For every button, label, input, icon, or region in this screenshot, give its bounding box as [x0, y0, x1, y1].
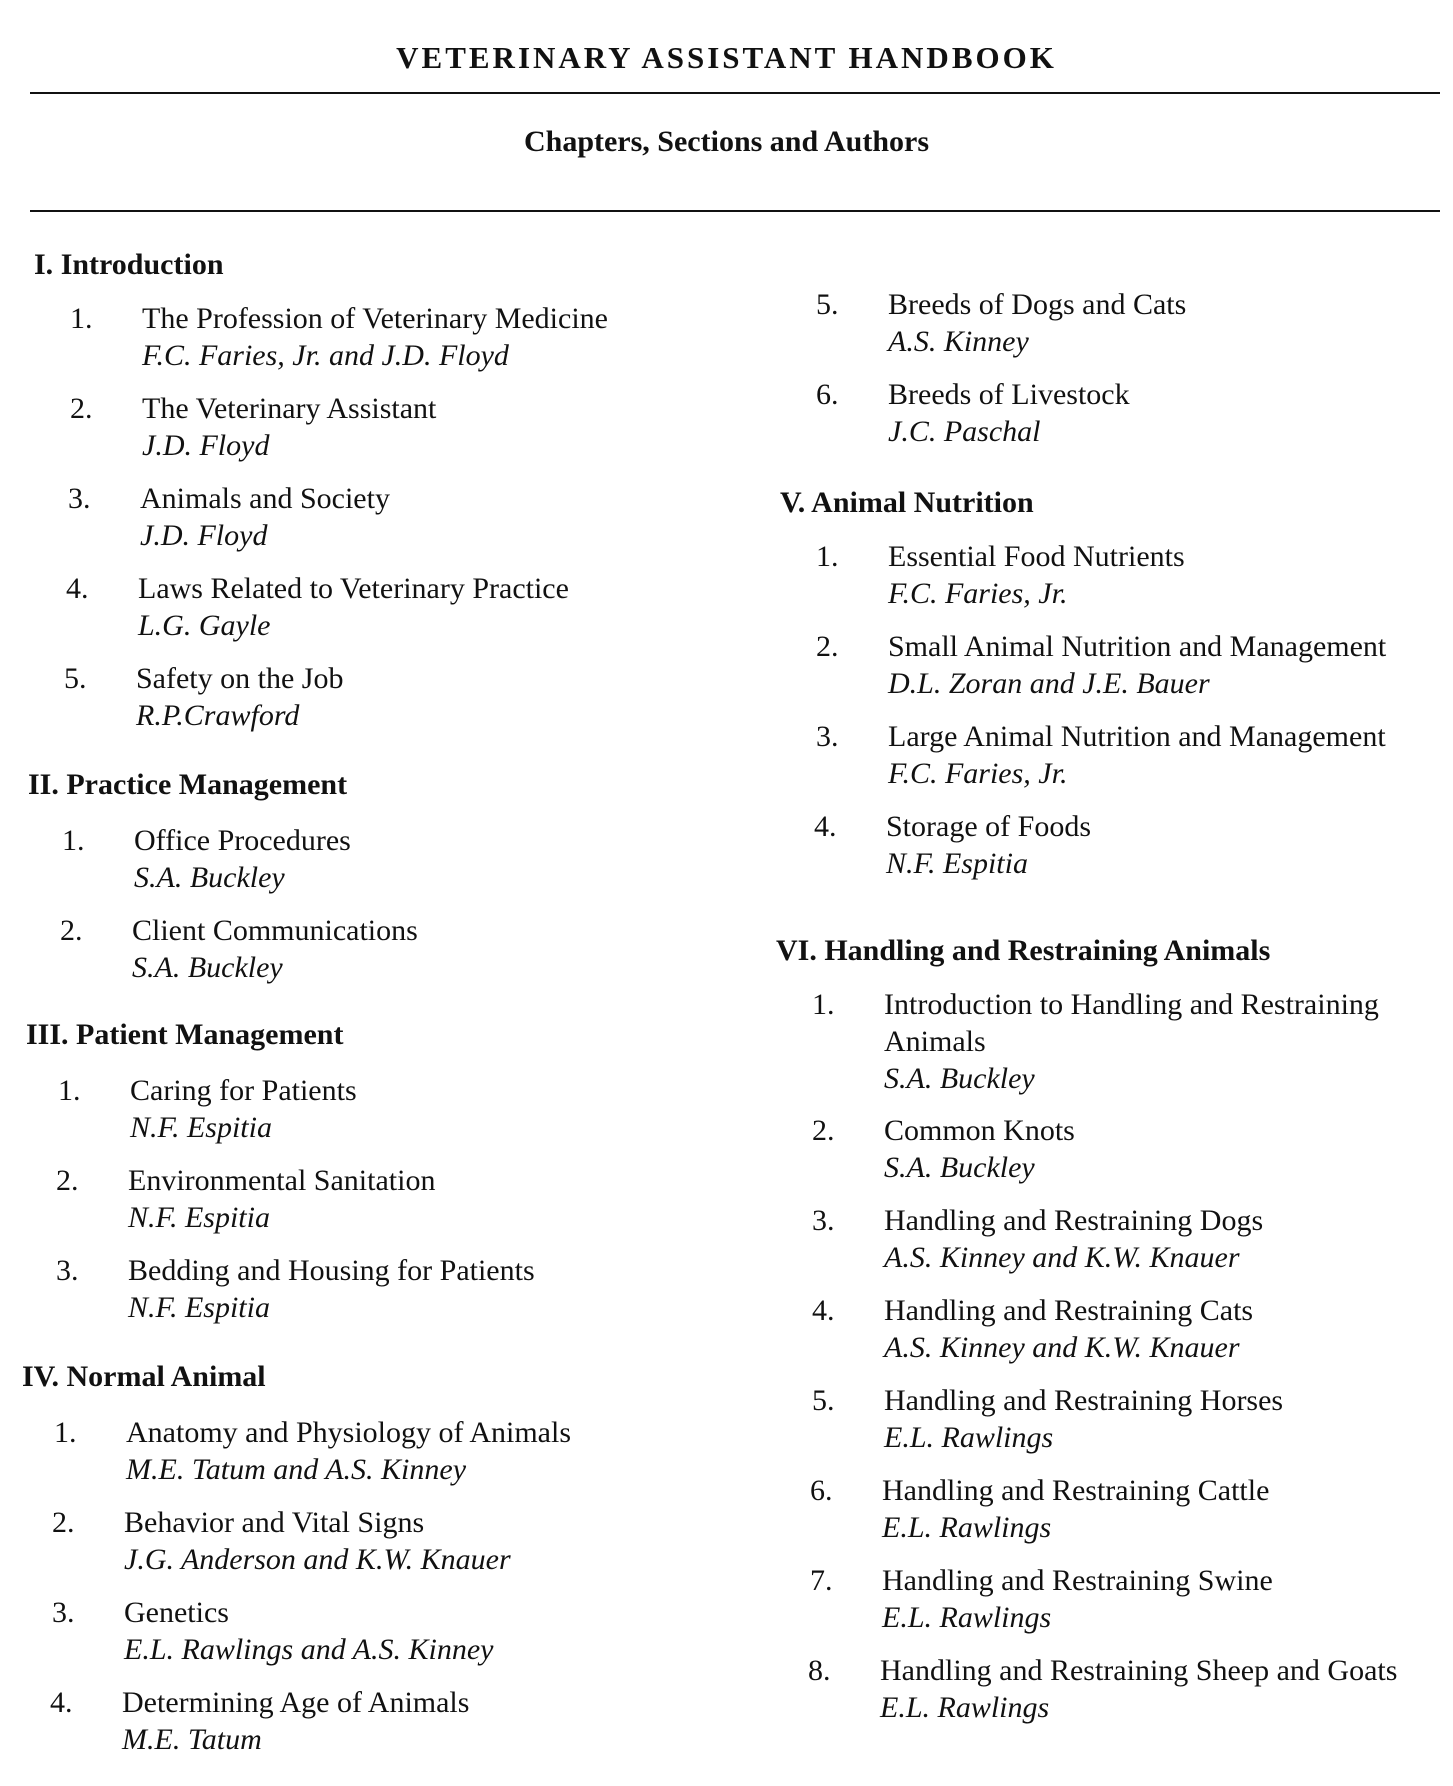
top-rule — [30, 92, 1440, 94]
chapter-author: E.L. Rawlings — [880, 1691, 1050, 1724]
chapter-author: J.G. Anderson and K.W. Knauer — [124, 1543, 511, 1576]
chapter-author: N.F. Espitia — [886, 847, 1028, 880]
chapter-number: 1. — [58, 1074, 81, 1107]
chapter-title: Breeds of Dogs and Cats — [888, 288, 1187, 321]
chapter-title: Handling and Restraining Cats — [884, 1294, 1254, 1327]
chapter-number: 4. — [50, 1686, 73, 1719]
chapter-author: J.D. Floyd — [142, 429, 270, 462]
chapter-title: Handling and Restraining Sheep and Goats — [880, 1654, 1398, 1687]
chapter-number: 5. — [816, 288, 839, 321]
chapter-author: A.S. Kinney and K.W. Knauer — [884, 1241, 1240, 1274]
chapter-author: S.A. Buckley — [884, 1062, 1035, 1095]
chapter-title: Office Procedures — [134, 824, 351, 857]
chapter-author: J.D. Floyd — [140, 519, 268, 552]
chapter-title: Handling and Restraining Swine — [882, 1564, 1273, 1597]
chapter-author: S.A. Buckley — [132, 951, 283, 984]
chapter-title: Introduction to Handling and Restraining Animals — [884, 988, 1379, 1058]
section-numeral: I. — [34, 248, 54, 281]
page-title: VETERINARY ASSISTANT HANDBOOK — [396, 40, 1057, 75]
section-heading — [780, 486, 1034, 520]
chapter-number: 3. — [52, 1596, 75, 1629]
chapter-number: 2. — [812, 1114, 835, 1147]
chapter-title: Handling and Restraining Dogs — [884, 1204, 1264, 1237]
chapter-number: 1. — [812, 988, 835, 1021]
chapter-number: 4. — [814, 810, 837, 843]
chapter-author: F.C. Faries, Jr. and J.D. Floyd — [142, 339, 509, 372]
chapter-number: 1. — [62, 824, 85, 857]
chapter-title: Anatomy and Physiology of Animals — [126, 1416, 571, 1449]
chapter-number: 4. — [66, 572, 89, 605]
chapter-author: E.L. Rawlings — [882, 1601, 1052, 1634]
chapter-title: Behavior and Vital Signs — [124, 1506, 425, 1539]
section-numeral: V. — [780, 486, 806, 519]
chapter-title: Client Communications — [132, 914, 418, 947]
chapter-author: J.C. Paschal — [888, 415, 1041, 448]
chapter-title: Storage of Foods — [886, 810, 1091, 843]
chapter-number: 1. — [54, 1416, 77, 1449]
chapter-author: F.C. Faries, Jr. — [888, 577, 1068, 610]
chapter-title: The Profession of Veterinary Medicine — [142, 302, 608, 335]
section-numeral: II. — [28, 768, 59, 801]
chapter-title: Common Knots — [884, 1114, 1075, 1147]
chapter-author: E.L. Rawlings — [882, 1511, 1052, 1544]
chapter-number: 4. — [812, 1294, 835, 1327]
chapter-title: Handling and Restraining Cattle — [882, 1474, 1270, 1507]
chapter-number: 2. — [56, 1164, 79, 1197]
page-subtitle: Chapters, Sections and Authors — [523, 125, 930, 158]
chapter-author: M.E. Tatum — [122, 1723, 262, 1756]
chapter-number: 6. — [816, 378, 839, 411]
chapter-number: 1. — [816, 540, 839, 573]
chapter-author: N.F. Espitia — [128, 1201, 270, 1234]
section-heading — [34, 248, 224, 282]
chapter-author: F.C. Faries, Jr. — [888, 757, 1068, 790]
subtitle-rule — [30, 210, 1440, 212]
section-title: Normal Animal — [66, 1360, 266, 1393]
section-heading — [22, 1360, 266, 1394]
chapter-title: Essential Food Nutrients — [888, 540, 1185, 573]
chapter-number: 2. — [60, 914, 83, 947]
chapter-number: 2. — [70, 392, 93, 425]
chapter-author: N.F. Espitia — [130, 1111, 272, 1144]
chapter-number: 1. — [70, 302, 93, 335]
chapter-author: S.A. Buckley — [884, 1151, 1035, 1184]
chapter-number: 2. — [52, 1506, 75, 1539]
section-title: Handling and Restraining Animals — [824, 934, 1271, 967]
chapter-number: 6. — [810, 1474, 833, 1507]
chapter-author: A.S. Kinney — [888, 325, 1029, 358]
chapter-author: L.G. Gayle — [138, 609, 271, 642]
chapter-title: Breeds of Livestock — [888, 378, 1130, 411]
section-title: Introduction — [60, 248, 224, 281]
chapter-author: E.L. Rawlings and A.S. Kinney — [124, 1633, 494, 1666]
section-title: Animal Nutrition — [811, 486, 1034, 519]
chapter-number: 2. — [816, 630, 839, 663]
chapter-author: A.S. Kinney and K.W. Knauer — [884, 1331, 1240, 1364]
chapter-number: 5. — [812, 1384, 835, 1417]
section-numeral: III. — [26, 1018, 69, 1051]
chapter-number: 3. — [816, 720, 839, 753]
chapter-title: Laws Related to Veterinary Practice — [138, 572, 569, 605]
section-heading — [776, 934, 1270, 968]
section-title: Patient Management — [76, 1018, 344, 1051]
section-numeral: VI. — [776, 934, 817, 967]
chapter-author: R.P.Crawford — [136, 699, 300, 732]
chapter-number: 5. — [64, 662, 87, 695]
chapter-number: 3. — [812, 1204, 835, 1237]
section-title: Practice Management — [66, 768, 348, 801]
section-heading — [26, 1018, 343, 1052]
chapter-author: N.F. Espitia — [128, 1291, 270, 1324]
chapter-title: Small Animal Nutrition and Management — [888, 630, 1387, 663]
chapter-title: Safety on the Job — [136, 662, 344, 695]
chapter-author: M.E. Tatum and A.S. Kinney — [126, 1453, 467, 1486]
chapter-title: Caring for Patients — [130, 1074, 357, 1107]
chapter-author: E.L. Rawlings — [884, 1421, 1054, 1454]
chapter-number: 3. — [68, 482, 91, 515]
chapter-title: Animals and Society — [140, 482, 390, 515]
chapter-title: The Veterinary Assistant — [142, 392, 437, 425]
section-heading — [28, 768, 347, 802]
chapter-number: 8. — [808, 1654, 831, 1687]
section-numeral: IV. — [22, 1360, 59, 1393]
chapter-title: Bedding and Housing for Patients — [128, 1254, 535, 1287]
chapter-title: Handling and Restraining Horses — [884, 1384, 1284, 1417]
chapter-author: D.L. Zoran and J.E. Bauer — [888, 667, 1210, 700]
chapter-number: 7. — [810, 1564, 833, 1597]
chapter-title: Determining Age of Animals — [122, 1686, 470, 1719]
chapter-title: Environmental Sanitation — [128, 1164, 436, 1197]
chapter-author: S.A. Buckley — [134, 861, 285, 894]
chapter-number: 3. — [56, 1254, 79, 1287]
chapter-title: Genetics — [124, 1596, 229, 1629]
chapter-title: Large Animal Nutrition and Management — [888, 720, 1386, 753]
